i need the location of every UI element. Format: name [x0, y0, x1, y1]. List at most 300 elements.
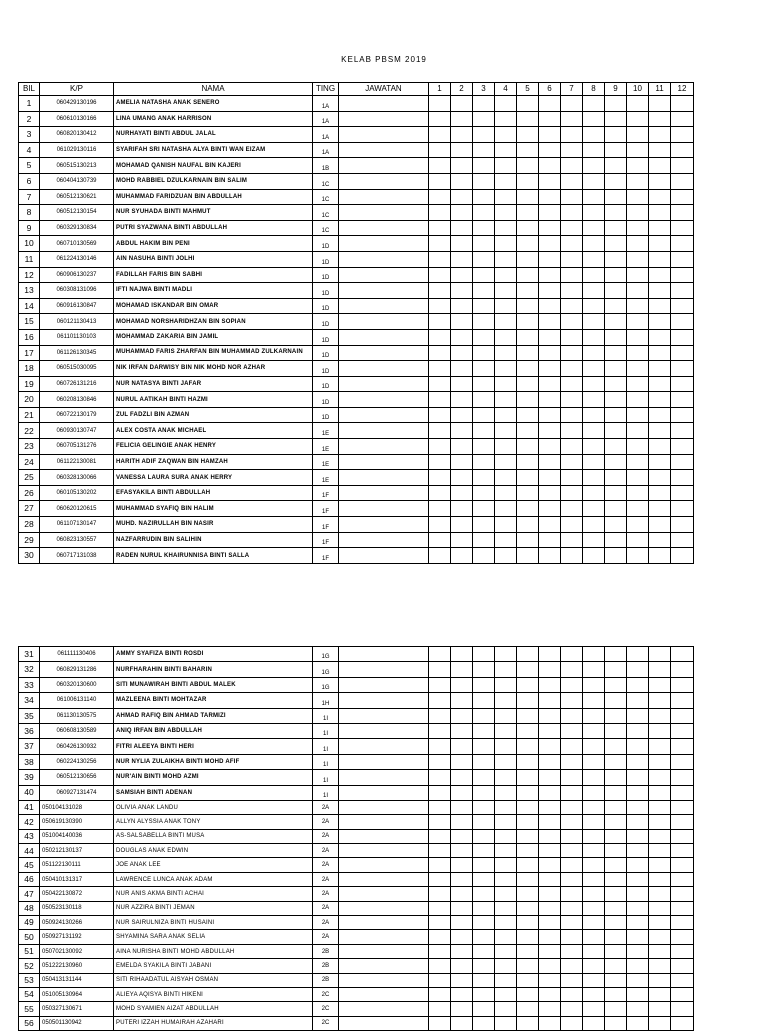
attendance-cell-12[interactable]: [671, 708, 694, 723]
jawatan-cell[interactable]: [339, 298, 429, 314]
attendance-cell-9[interactable]: [605, 548, 627, 564]
attendance-cell-9[interactable]: [605, 916, 627, 930]
attendance-cell-3[interactable]: [473, 901, 495, 915]
attendance-cell-3[interactable]: [473, 407, 495, 423]
attendance-cell-4[interactable]: [495, 662, 517, 677]
attendance-cell-11[interactable]: [649, 693, 671, 708]
attendance-cell-5[interactable]: [517, 858, 539, 872]
attendance-cell-7[interactable]: [561, 345, 583, 361]
jawatan-cell[interactable]: [339, 111, 429, 127]
attendance-cell-3[interactable]: [473, 267, 495, 283]
attendance-cell-1[interactable]: [429, 267, 451, 283]
attendance-cell-10[interactable]: [627, 662, 649, 677]
attendance-cell-12[interactable]: [671, 345, 694, 361]
attendance-cell-9[interactable]: [605, 815, 627, 829]
attendance-cell-11[interactable]: [649, 392, 671, 408]
attendance-cell-8[interactable]: [583, 930, 605, 944]
attendance-cell-7[interactable]: [561, 251, 583, 267]
attendance-cell-7[interactable]: [561, 158, 583, 174]
attendance-cell-5[interactable]: [517, 517, 539, 533]
attendance-cell-12[interactable]: [671, 236, 694, 252]
attendance-cell-6[interactable]: [539, 189, 561, 205]
attendance-cell-5[interactable]: [517, 127, 539, 143]
attendance-cell-3[interactable]: [473, 454, 495, 470]
attendance-cell-12[interactable]: [671, 815, 694, 829]
attendance-cell-4[interactable]: [495, 973, 517, 987]
attendance-cell-7[interactable]: [561, 987, 583, 1001]
attendance-cell-1[interactable]: [429, 470, 451, 486]
attendance-cell-6[interactable]: [539, 754, 561, 769]
attendance-cell-12[interactable]: [671, 723, 694, 738]
attendance-cell-7[interactable]: [561, 439, 583, 455]
attendance-cell-4[interactable]: [495, 916, 517, 930]
attendance-cell-8[interactable]: [583, 485, 605, 501]
attendance-cell-3[interactable]: [473, 361, 495, 377]
attendance-cell-5[interactable]: [517, 423, 539, 439]
attendance-cell-9[interactable]: [605, 858, 627, 872]
attendance-cell-6[interactable]: [539, 127, 561, 143]
attendance-cell-3[interactable]: [473, 739, 495, 754]
attendance-cell-11[interactable]: [649, 723, 671, 738]
attendance-cell-2[interactable]: [451, 173, 473, 189]
attendance-cell-9[interactable]: [605, 142, 627, 158]
attendance-cell-6[interactable]: [539, 236, 561, 252]
attendance-cell-7[interactable]: [561, 662, 583, 677]
attendance-cell-9[interactable]: [605, 376, 627, 392]
jawatan-cell[interactable]: [339, 173, 429, 189]
attendance-cell-8[interactable]: [583, 205, 605, 221]
attendance-cell-8[interactable]: [583, 677, 605, 692]
attendance-cell-3[interactable]: [473, 693, 495, 708]
attendance-cell-11[interactable]: [649, 127, 671, 143]
attendance-cell-6[interactable]: [539, 517, 561, 533]
attendance-cell-5[interactable]: [517, 829, 539, 843]
attendance-cell-8[interactable]: [583, 127, 605, 143]
attendance-cell-3[interactable]: [473, 647, 495, 662]
attendance-cell-5[interactable]: [517, 251, 539, 267]
attendance-cell-3[interactable]: [473, 708, 495, 723]
attendance-cell-12[interactable]: [671, 800, 694, 814]
attendance-cell-3[interactable]: [473, 844, 495, 858]
attendance-cell-11[interactable]: [649, 930, 671, 944]
attendance-cell-12[interactable]: [671, 283, 694, 299]
attendance-cell-4[interactable]: [495, 298, 517, 314]
jawatan-cell[interactable]: [339, 916, 429, 930]
jawatan-cell[interactable]: [339, 708, 429, 723]
attendance-cell-9[interactable]: [605, 439, 627, 455]
attendance-cell-1[interactable]: [429, 1016, 451, 1030]
attendance-cell-11[interactable]: [649, 345, 671, 361]
attendance-cell-4[interactable]: [495, 770, 517, 785]
attendance-cell-11[interactable]: [649, 361, 671, 377]
attendance-cell-3[interactable]: [473, 944, 495, 958]
attendance-cell-4[interactable]: [495, 754, 517, 769]
attendance-cell-5[interactable]: [517, 345, 539, 361]
attendance-cell-10[interactable]: [627, 901, 649, 915]
attendance-cell-2[interactable]: [451, 142, 473, 158]
attendance-cell-5[interactable]: [517, 236, 539, 252]
jawatan-cell[interactable]: [339, 693, 429, 708]
attendance-cell-3[interactable]: [473, 485, 495, 501]
attendance-cell-12[interactable]: [671, 647, 694, 662]
attendance-cell-10[interactable]: [627, 220, 649, 236]
attendance-cell-12[interactable]: [671, 754, 694, 769]
attendance-cell-4[interactable]: [495, 548, 517, 564]
attendance-cell-8[interactable]: [583, 754, 605, 769]
attendance-cell-6[interactable]: [539, 829, 561, 843]
attendance-cell-9[interactable]: [605, 887, 627, 901]
attendance-cell-6[interactable]: [539, 532, 561, 548]
attendance-cell-9[interactable]: [605, 708, 627, 723]
attendance-cell-3[interactable]: [473, 677, 495, 692]
attendance-cell-1[interactable]: [429, 815, 451, 829]
attendance-cell-6[interactable]: [539, 205, 561, 221]
attendance-cell-6[interactable]: [539, 407, 561, 423]
attendance-cell-6[interactable]: [539, 887, 561, 901]
attendance-cell-9[interactable]: [605, 987, 627, 1001]
attendance-cell-12[interactable]: [671, 872, 694, 886]
attendance-cell-4[interactable]: [495, 800, 517, 814]
attendance-cell-8[interactable]: [583, 1016, 605, 1030]
attendance-cell-4[interactable]: [495, 220, 517, 236]
attendance-cell-2[interactable]: [451, 785, 473, 800]
attendance-cell-11[interactable]: [649, 314, 671, 330]
attendance-cell-8[interactable]: [583, 647, 605, 662]
attendance-cell-8[interactable]: [583, 220, 605, 236]
attendance-cell-8[interactable]: [583, 872, 605, 886]
attendance-cell-6[interactable]: [539, 677, 561, 692]
attendance-cell-1[interactable]: [429, 677, 451, 692]
attendance-cell-2[interactable]: [451, 205, 473, 221]
attendance-cell-12[interactable]: [671, 485, 694, 501]
attendance-cell-3[interactable]: [473, 392, 495, 408]
attendance-cell-3[interactable]: [473, 345, 495, 361]
attendance-cell-2[interactable]: [451, 220, 473, 236]
attendance-cell-10[interactable]: [627, 693, 649, 708]
attendance-cell-8[interactable]: [583, 361, 605, 377]
attendance-cell-1[interactable]: [429, 901, 451, 915]
attendance-cell-8[interactable]: [583, 723, 605, 738]
attendance-cell-2[interactable]: [451, 901, 473, 915]
attendance-cell-5[interactable]: [517, 189, 539, 205]
attendance-cell-9[interactable]: [605, 283, 627, 299]
attendance-cell-5[interactable]: [517, 1016, 539, 1030]
attendance-cell-6[interactable]: [539, 96, 561, 112]
attendance-cell-12[interactable]: [671, 220, 694, 236]
attendance-cell-11[interactable]: [649, 267, 671, 283]
attendance-cell-5[interactable]: [517, 723, 539, 738]
attendance-cell-7[interactable]: [561, 930, 583, 944]
attendance-cell-9[interactable]: [605, 345, 627, 361]
attendance-cell-3[interactable]: [473, 298, 495, 314]
attendance-cell-4[interactable]: [495, 205, 517, 221]
attendance-cell-9[interactable]: [605, 739, 627, 754]
attendance-cell-7[interactable]: [561, 407, 583, 423]
attendance-cell-8[interactable]: [583, 517, 605, 533]
attendance-cell-11[interactable]: [649, 205, 671, 221]
attendance-cell-2[interactable]: [451, 345, 473, 361]
attendance-cell-10[interactable]: [627, 532, 649, 548]
attendance-cell-4[interactable]: [495, 189, 517, 205]
attendance-cell-8[interactable]: [583, 329, 605, 345]
jawatan-cell[interactable]: [339, 376, 429, 392]
attendance-cell-9[interactable]: [605, 158, 627, 174]
attendance-cell-4[interactable]: [495, 517, 517, 533]
attendance-cell-10[interactable]: [627, 392, 649, 408]
attendance-cell-5[interactable]: [517, 314, 539, 330]
attendance-cell-7[interactable]: [561, 708, 583, 723]
attendance-cell-2[interactable]: [451, 770, 473, 785]
attendance-cell-5[interactable]: [517, 454, 539, 470]
attendance-cell-10[interactable]: [627, 844, 649, 858]
attendance-cell-11[interactable]: [649, 858, 671, 872]
attendance-cell-11[interactable]: [649, 754, 671, 769]
attendance-cell-1[interactable]: [429, 314, 451, 330]
attendance-cell-6[interactable]: [539, 916, 561, 930]
attendance-cell-2[interactable]: [451, 454, 473, 470]
attendance-cell-7[interactable]: [561, 485, 583, 501]
attendance-cell-10[interactable]: [627, 800, 649, 814]
jawatan-cell[interactable]: [339, 251, 429, 267]
attendance-cell-12[interactable]: [671, 470, 694, 486]
attendance-cell-8[interactable]: [583, 739, 605, 754]
attendance-cell-1[interactable]: [429, 439, 451, 455]
attendance-cell-11[interactable]: [649, 944, 671, 958]
attendance-cell-7[interactable]: [561, 944, 583, 958]
attendance-cell-2[interactable]: [451, 407, 473, 423]
attendance-cell-2[interactable]: [451, 739, 473, 754]
attendance-cell-1[interactable]: [429, 887, 451, 901]
attendance-cell-5[interactable]: [517, 1002, 539, 1016]
attendance-cell-12[interactable]: [671, 376, 694, 392]
attendance-cell-2[interactable]: [451, 693, 473, 708]
attendance-cell-1[interactable]: [429, 361, 451, 377]
attendance-cell-4[interactable]: [495, 693, 517, 708]
attendance-cell-7[interactable]: [561, 916, 583, 930]
attendance-cell-1[interactable]: [429, 532, 451, 548]
attendance-cell-1[interactable]: [429, 485, 451, 501]
attendance-cell-12[interactable]: [671, 329, 694, 345]
attendance-cell-8[interactable]: [583, 770, 605, 785]
attendance-cell-6[interactable]: [539, 111, 561, 127]
attendance-cell-10[interactable]: [627, 548, 649, 564]
attendance-cell-9[interactable]: [605, 236, 627, 252]
attendance-cell-8[interactable]: [583, 158, 605, 174]
attendance-cell-3[interactable]: [473, 815, 495, 829]
attendance-cell-5[interactable]: [517, 361, 539, 377]
attendance-cell-5[interactable]: [517, 439, 539, 455]
attendance-cell-9[interactable]: [605, 205, 627, 221]
attendance-cell-10[interactable]: [627, 454, 649, 470]
attendance-cell-4[interactable]: [495, 376, 517, 392]
jawatan-cell[interactable]: [339, 532, 429, 548]
attendance-cell-3[interactable]: [473, 96, 495, 112]
attendance-cell-10[interactable]: [627, 858, 649, 872]
attendance-cell-5[interactable]: [517, 470, 539, 486]
attendance-cell-1[interactable]: [429, 858, 451, 872]
attendance-cell-12[interactable]: [671, 785, 694, 800]
attendance-cell-11[interactable]: [649, 662, 671, 677]
attendance-cell-8[interactable]: [583, 887, 605, 901]
attendance-cell-6[interactable]: [539, 251, 561, 267]
attendance-cell-10[interactable]: [627, 887, 649, 901]
jawatan-cell[interactable]: [339, 361, 429, 377]
attendance-cell-3[interactable]: [473, 205, 495, 221]
attendance-cell-12[interactable]: [671, 916, 694, 930]
attendance-cell-5[interactable]: [517, 329, 539, 345]
attendance-cell-10[interactable]: [627, 916, 649, 930]
attendance-cell-6[interactable]: [539, 708, 561, 723]
attendance-cell-9[interactable]: [605, 251, 627, 267]
attendance-cell-6[interactable]: [539, 501, 561, 517]
attendance-cell-11[interactable]: [649, 1002, 671, 1016]
attendance-cell-7[interactable]: [561, 693, 583, 708]
jawatan-cell[interactable]: [339, 548, 429, 564]
attendance-cell-4[interactable]: [495, 858, 517, 872]
attendance-cell-12[interactable]: [671, 944, 694, 958]
attendance-cell-7[interactable]: [561, 236, 583, 252]
attendance-cell-3[interactable]: [473, 930, 495, 944]
attendance-cell-5[interactable]: [517, 739, 539, 754]
attendance-cell-5[interactable]: [517, 973, 539, 987]
attendance-cell-12[interactable]: [671, 829, 694, 843]
attendance-cell-3[interactable]: [473, 829, 495, 843]
attendance-cell-12[interactable]: [671, 662, 694, 677]
attendance-cell-5[interactable]: [517, 844, 539, 858]
attendance-cell-9[interactable]: [605, 267, 627, 283]
attendance-cell-1[interactable]: [429, 959, 451, 973]
attendance-cell-8[interactable]: [583, 944, 605, 958]
attendance-cell-2[interactable]: [451, 158, 473, 174]
attendance-cell-10[interactable]: [627, 470, 649, 486]
attendance-cell-6[interactable]: [539, 345, 561, 361]
attendance-cell-11[interactable]: [649, 439, 671, 455]
attendance-cell-9[interactable]: [605, 930, 627, 944]
attendance-cell-3[interactable]: [473, 127, 495, 143]
jawatan-cell[interactable]: [339, 1016, 429, 1030]
attendance-cell-5[interactable]: [517, 887, 539, 901]
attendance-cell-5[interactable]: [517, 754, 539, 769]
attendance-cell-1[interactable]: [429, 548, 451, 564]
attendance-cell-2[interactable]: [451, 298, 473, 314]
attendance-cell-8[interactable]: [583, 142, 605, 158]
attendance-cell-11[interactable]: [649, 677, 671, 692]
attendance-cell-2[interactable]: [451, 800, 473, 814]
attendance-cell-9[interactable]: [605, 220, 627, 236]
attendance-cell-10[interactable]: [627, 944, 649, 958]
attendance-cell-5[interactable]: [517, 111, 539, 127]
attendance-cell-2[interactable]: [451, 423, 473, 439]
attendance-cell-6[interactable]: [539, 872, 561, 886]
attendance-cell-6[interactable]: [539, 739, 561, 754]
attendance-cell-4[interactable]: [495, 267, 517, 283]
attendance-cell-5[interactable]: [517, 708, 539, 723]
attendance-cell-9[interactable]: [605, 901, 627, 915]
attendance-cell-3[interactable]: [473, 887, 495, 901]
attendance-cell-10[interactable]: [627, 267, 649, 283]
attendance-cell-7[interactable]: [561, 785, 583, 800]
attendance-cell-11[interactable]: [649, 800, 671, 814]
attendance-cell-5[interactable]: [517, 785, 539, 800]
attendance-cell-8[interactable]: [583, 439, 605, 455]
attendance-cell-9[interactable]: [605, 532, 627, 548]
attendance-cell-4[interactable]: [495, 407, 517, 423]
attendance-cell-1[interactable]: [429, 708, 451, 723]
attendance-cell-4[interactable]: [495, 930, 517, 944]
attendance-cell-11[interactable]: [649, 173, 671, 189]
attendance-cell-4[interactable]: [495, 111, 517, 127]
attendance-cell-4[interactable]: [495, 723, 517, 738]
attendance-cell-5[interactable]: [517, 96, 539, 112]
attendance-cell-1[interactable]: [429, 236, 451, 252]
attendance-cell-8[interactable]: [583, 662, 605, 677]
attendance-cell-4[interactable]: [495, 127, 517, 143]
attendance-cell-7[interactable]: [561, 329, 583, 345]
attendance-cell-7[interactable]: [561, 392, 583, 408]
attendance-cell-5[interactable]: [517, 987, 539, 1001]
attendance-cell-9[interactable]: [605, 693, 627, 708]
attendance-cell-11[interactable]: [649, 501, 671, 517]
attendance-cell-2[interactable]: [451, 532, 473, 548]
attendance-cell-11[interactable]: [649, 111, 671, 127]
attendance-cell-8[interactable]: [583, 973, 605, 987]
attendance-cell-12[interactable]: [671, 314, 694, 330]
attendance-cell-12[interactable]: [671, 111, 694, 127]
attendance-cell-11[interactable]: [649, 251, 671, 267]
attendance-cell-12[interactable]: [671, 96, 694, 112]
attendance-cell-8[interactable]: [583, 392, 605, 408]
attendance-cell-6[interactable]: [539, 470, 561, 486]
attendance-cell-10[interactable]: [627, 345, 649, 361]
jawatan-cell[interactable]: [339, 454, 429, 470]
attendance-cell-2[interactable]: [451, 987, 473, 1001]
attendance-cell-2[interactable]: [451, 376, 473, 392]
attendance-cell-10[interactable]: [627, 1002, 649, 1016]
attendance-cell-2[interactable]: [451, 111, 473, 127]
attendance-cell-7[interactable]: [561, 127, 583, 143]
attendance-cell-1[interactable]: [429, 392, 451, 408]
attendance-cell-1[interactable]: [429, 142, 451, 158]
attendance-cell-1[interactable]: [429, 987, 451, 1001]
jawatan-cell[interactable]: [339, 485, 429, 501]
attendance-cell-1[interactable]: [429, 501, 451, 517]
attendance-cell-12[interactable]: [671, 407, 694, 423]
attendance-cell-6[interactable]: [539, 158, 561, 174]
attendance-cell-10[interactable]: [627, 236, 649, 252]
attendance-cell-7[interactable]: [561, 677, 583, 692]
attendance-cell-6[interactable]: [539, 314, 561, 330]
attendance-cell-11[interactable]: [649, 454, 671, 470]
attendance-cell-7[interactable]: [561, 959, 583, 973]
attendance-cell-11[interactable]: [649, 647, 671, 662]
attendance-cell-10[interactable]: [627, 501, 649, 517]
attendance-cell-6[interactable]: [539, 973, 561, 987]
attendance-cell-2[interactable]: [451, 858, 473, 872]
attendance-cell-1[interactable]: [429, 298, 451, 314]
attendance-cell-6[interactable]: [539, 548, 561, 564]
attendance-cell-10[interactable]: [627, 423, 649, 439]
attendance-cell-11[interactable]: [649, 283, 671, 299]
attendance-cell-2[interactable]: [451, 470, 473, 486]
attendance-cell-8[interactable]: [583, 267, 605, 283]
attendance-cell-12[interactable]: [671, 517, 694, 533]
attendance-cell-2[interactable]: [451, 754, 473, 769]
attendance-cell-8[interactable]: [583, 501, 605, 517]
attendance-cell-9[interactable]: [605, 677, 627, 692]
attendance-cell-2[interactable]: [451, 959, 473, 973]
attendance-cell-12[interactable]: [671, 959, 694, 973]
attendance-cell-9[interactable]: [605, 829, 627, 843]
